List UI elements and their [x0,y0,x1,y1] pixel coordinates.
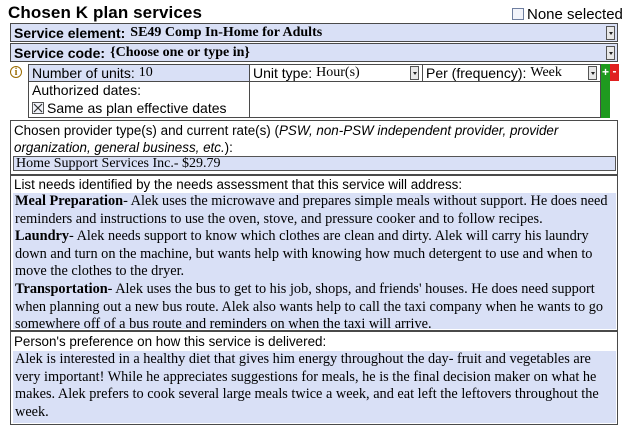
unit-type-value: Hour(s) [316,65,360,80]
service-element-dropdown[interactable] [10,23,618,42]
chevron-down-icon[interactable] [606,46,615,60]
chevron-down-icon[interactable] [606,26,615,40]
minus-icon: - [612,64,617,78]
needs-section [10,175,618,331]
chevron-down-icon[interactable] [588,66,597,80]
authorized-dates-label: Authorized dates: [32,82,141,98]
frequency-value: Week [530,65,562,80]
provider-prompt: Chosen provider type(s) and current rate(s) (PSW, non-PSW independent provider, provider organization, general business, etc.): [14,123,559,155]
need-item-meal-preparation: Meal Preparation- Alek uses the microwave and prepares simple meals without support. He does need reminders and instructions to use the oven, stove, and pressure cooker and to follow recipes. [15,193,608,227]
checked-box-icon[interactable] [32,102,44,114]
unit-type-label: Unit type: [253,65,313,81]
provider-section [10,120,618,175]
remove-row-button[interactable] [610,64,619,81]
need-item-laundry: Laundry- Alek needs support to know which clothes are clean and dirty. Alek will carry his laundry down and turn on the machine, but wants help with knowing how much detergent to use and when to move the clothes to the dryer. [15,228,593,280]
need-item-transportation: Transportation- Alek uses the bus to get to his job, shops, and friends' houses. He does need support when planning out a new bus route. Alek also wants help to call the taxi company when he wants to go somewhere off of a bus route and reminders on when the taxi will arrive. [15,280,604,333]
unit-type-dropdown[interactable] [250,65,423,82]
plus-icon: + [601,65,609,79]
service-code-label: Service code: [14,44,106,61]
none-selected-label: None selected [527,5,623,23]
none-selected-box[interactable] [512,8,524,20]
service-code-dropdown[interactable] [10,43,618,62]
service-code-value: {Choose one or type in} [110,44,250,60]
same-as-plan-label: Same as plan effective dates [47,99,227,116]
provider-rate-field[interactable]: Home Support Services Inc.- $29.79 [13,156,616,171]
add-row-button[interactable] [601,64,610,118]
none-selected-checkbox[interactable] [512,5,623,23]
preference-prompt: Person's preference on how this service is delivered: [14,334,327,349]
provider-prompt-italic: PSW, non-PSW independent provider, provider organization, general business, etc. [14,123,559,155]
info-icon[interactable]: i [10,66,22,78]
needs-textarea[interactable] [13,193,616,333]
page-title: Chosen K plan services [8,3,202,22]
chevron-down-icon[interactable] [410,66,419,80]
number-of-units-value: 10 [138,65,153,80]
preference-section [10,331,618,425]
authorized-dates-cell [29,82,250,117]
preference-textarea[interactable]: Alek is interested in a healthy diet that gives him energy throughout the day- fruit and vegetables are very important! While he appreciates suggestions for meals, he is the final decision maker on what he makes. Alek prefers to cook several large meals twice a week, and eat left the leftovers throughout the week. [13,351,616,423]
needs-prompt: List needs identified by the needs assessment that this service will address: [14,177,463,192]
service-element-value: SE49 Comp In-Home for Adults [130,24,323,40]
frequency-dropdown[interactable] [423,65,600,82]
same-as-plan-checkbox[interactable] [32,99,249,116]
frequency-label: Per (frequency): [426,65,527,81]
service-element-label: Service element: [14,24,126,41]
number-of-units-label: Number of units: [32,65,135,81]
number-of-units-field[interactable] [29,65,250,82]
